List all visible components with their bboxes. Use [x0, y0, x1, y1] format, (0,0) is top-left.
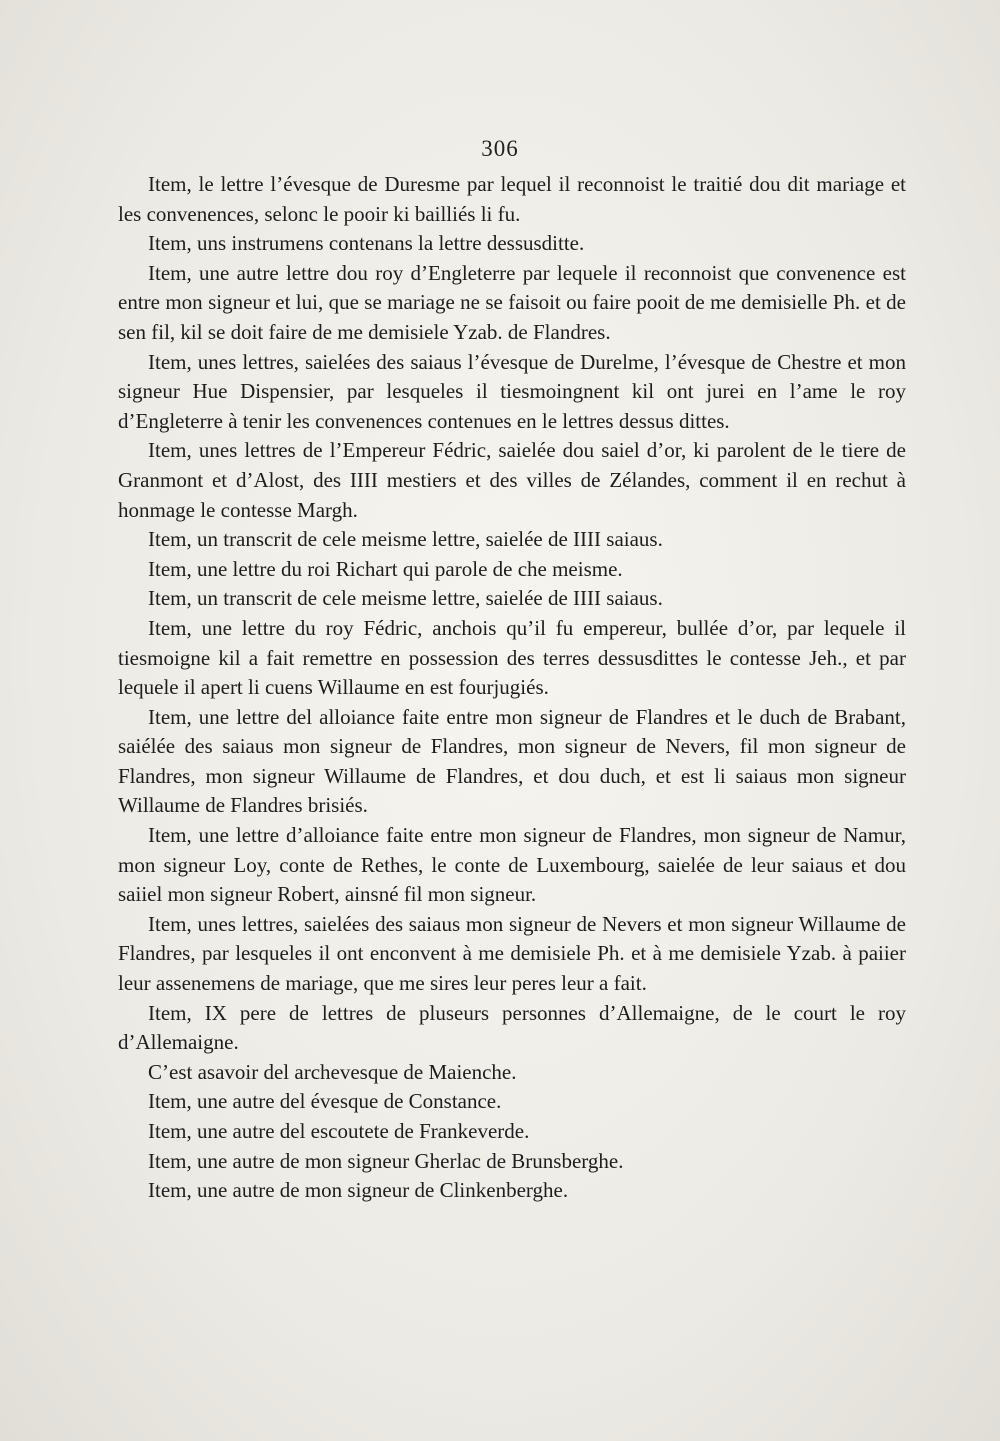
paragraph-15: Item, une autre del évesque de Constance. — [148, 1089, 502, 1114]
paragraph-8: Item, un transcrit de cele meisme lettre, saielée de IIII saiaus. — [148, 586, 663, 611]
paragraph-12: Item, unes lettres, saielées des saiaus mon signeur de Nevers et mon signeur Willaume de Flandres, par lesqueles il ont enconvent à me demisiele Ph. et à me demisiele Yzab. à paiier leur assenemens de mariage, que me sires leur peres leur a fait. — [118, 911, 906, 996]
paragraph-6: Item, un transcrit de cele meisme lettre, saielée de IIII saiaus. — [148, 527, 663, 552]
paragraph-9: Item, une lettre du roy Fédric, anchois qu’il fu empereur, bullée d’or, par lequele il tiesmoigne kil a fait remettre en possession des terres dessusdittes le contesse Jeh., et par lequele il apert li cuens Willaume en est fourjugiés. — [118, 615, 906, 700]
paragraph-5: Item, unes lettres de l’Empereur Fédric, saielée dou saiel d’or, ki parolent de le tiere de Granmont et d’Alost, des IIII mestiers et des villes de Zélandes, comment il en rechut à honmage le contesse Margh. — [118, 438, 906, 522]
paragraph-4: Item, unes lettres, saielées des saiaus l’évesque de Durelme, l’évesque de Chestre et mon signeur Hue Dispensier, par lesqueles il tiesmoingnent kil ont jurei en l’ame le roy d’Engleterre à tenir les convenences contenues en le lettres dessus dittes. — [118, 349, 906, 433]
paragraph-2: Item, uns instrumens contenans la lettre dessusditte. — [148, 231, 585, 256]
paragraph-13: Item, IX pere de lettres de pluseurs personnes d’Allemaigne, de le court le roy d’Allemaigne. — [118, 1000, 906, 1055]
paragraph-3: Item, une autre lettre dou roy d’Engleterre par lequele il reconnoist que convenence est entre mon signeur et lui, que se mariage ne se faisoit ou faire pooit de me demisielle Ph. et de sen fil, kil se doit faire de me demisiele Yzab. de Flandres. — [118, 260, 906, 344]
paragraph-7: Item, une lettre du roi Richart qui parole de che meisme. — [148, 556, 623, 581]
paragraph-17: Item, une autre de mon signeur Gherlac de Brunsberghe. — [148, 1148, 624, 1173]
paragraph-1: Item, le lettre l’évesque de Duresme par lequel il reconnoist le traitié dou dit mariage et les convenences, selonc le pooir ki bailliés li fu. — [118, 172, 906, 226]
document-body — [118, 170, 906, 1206]
paragraph-10: Item, une lettre del alloiance faite entre mon signeur de Flandres et le duch de Brabant, saiélée des saiaus mon signeur de Flandres, mon signeur de Nevers, fil mon signeur de Flandres, mon signeur Willaume de Flandres, et dou duch, et est li saiaus mon signeur Willaume de Flandres brisiés. — [118, 704, 906, 818]
paragraph-18: Item, une autre de mon signeur de Clinkenberghe. — [148, 1178, 569, 1203]
paragraph-11: Item, une lettre d’alloiance faite entre mon signeur de Flandres, mon signeur de Namur, mon signeur Loy, conte de Rethes, le conte de Luxembourg, saielée de leur saiaus et dou saiiel mon signeur Robert, ainsné fil mon signeur. — [118, 823, 906, 907]
paragraph-14: C’est asavoir del archevesque de Maienche. — [148, 1059, 517, 1084]
paragraph-16: Item, une autre del escoutete de Frankeverde. — [148, 1119, 530, 1143]
page-number: 306 — [481, 136, 519, 161]
